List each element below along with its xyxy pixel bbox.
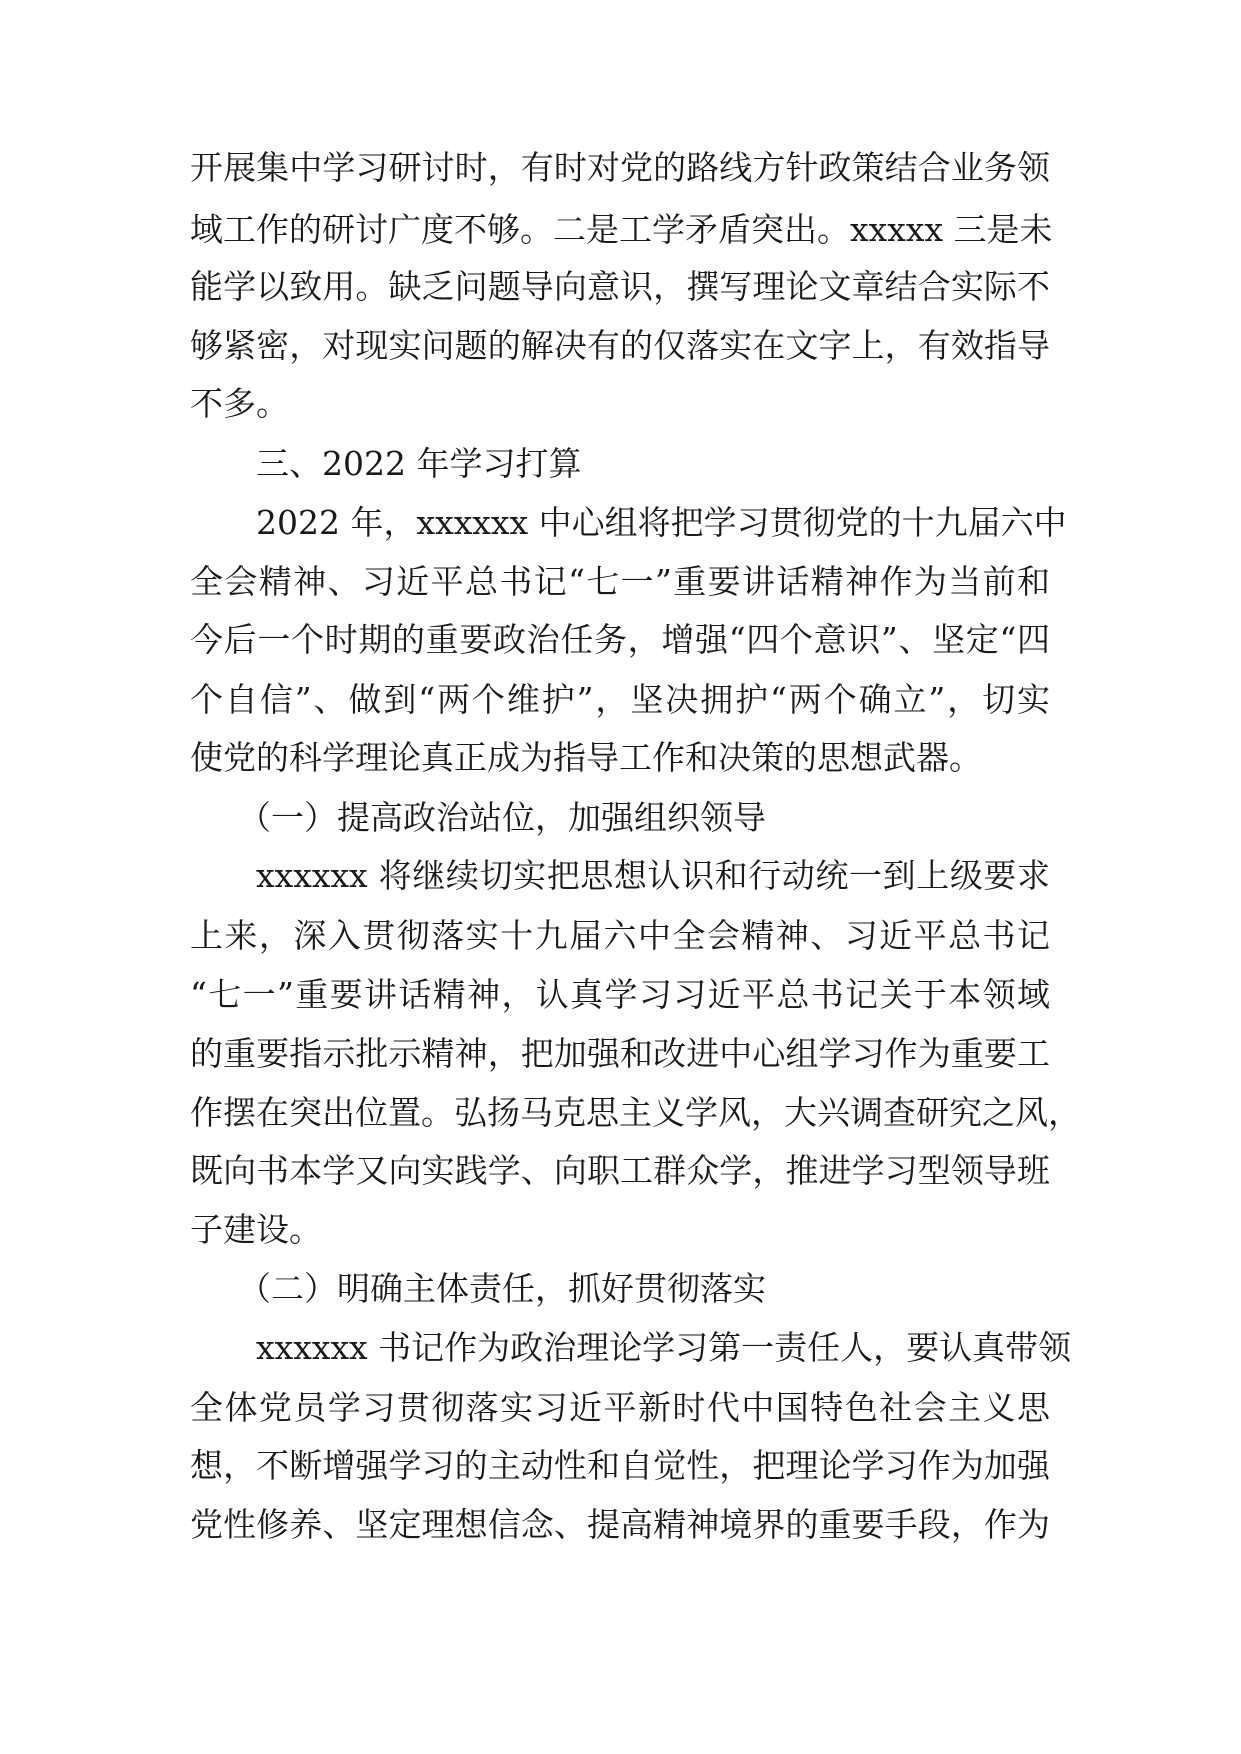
body-text-line: 子建设。 [190, 1210, 322, 1249]
body-text-line: 上来，深入贯彻落实十九届六中全会精神、习近平总书记 [190, 916, 1050, 955]
body-text-line: 个自信”、做到“两个维护”，坚决拥护“两个确立”，切实 [190, 680, 1050, 719]
body-text-line: 作摆在突出位置。弘扬马克思主义学风，大兴调查研究之风， [190, 1093, 1081, 1132]
body-text-line: 既向书本学又向实践学、向职工群众学，推进学习型领导班 [190, 1151, 1050, 1190]
body-text-line: 能学以致用。缺乏问题导向意识，撰写理论文章结合实际不 [190, 267, 1050, 306]
body-text-line: “七一”重要讲话精神，认真学习习近平总书记关于本领域 [190, 975, 1050, 1014]
body-text-line: xxxxxx 将继续切实把思想认识和行动统一到上级要求 [256, 856, 1050, 895]
section-heading: 三、2022 年学习打算 [256, 444, 582, 483]
body-text-line: xxxxxx 书记作为政治理论学习第一责任人，要认真带领 [256, 1328, 1072, 1367]
body-text-line: 够紧密，对现实问题的解决有的仅落实在文字上，有效指导 [190, 326, 1050, 365]
body-text-line: 开展集中学习研讨时，有时对党的路线方针政策结合业务领 [190, 148, 1050, 187]
body-text-line: 党性修养、坚定理想信念、提高精神境界的重要手段，作为 [190, 1505, 1050, 1544]
body-text-line: 的重要指示批示精神，把加强和改进中心组学习作为重要工 [190, 1034, 1050, 1073]
body-text-line: 想，不断增强学习的主动性和自觉性，把理论学习作为加强 [190, 1446, 1050, 1485]
body-text-line: 今后一个时期的重要政治任务，增强“四个意识”、坚定“四 [190, 620, 1050, 659]
subsection-heading: （一）提高政治站位，加强组织领导 [238, 798, 766, 837]
subsection-heading: （二）明确主体责任，抓好贯彻落实 [238, 1269, 766, 1308]
body-text-line: 全体党员学习贯彻落实习近平新时代中国特色社会主义思 [190, 1388, 1050, 1427]
body-text-line: 域工作的研讨广度不够。二是工学矛盾突出。xxxxx 三是未 [190, 210, 1053, 249]
body-text-line: 全会精神、习近平总书记“七一”重要讲话精神作为当前和 [190, 562, 1050, 601]
body-text-line: 2022 年，xxxxxx 中心组将把学习贯彻党的十九届六中 [256, 503, 1067, 542]
body-text-line: 使党的科学理论真正成为指导工作和决策的思想武器。 [190, 738, 982, 777]
body-text-line: 不多。 [190, 384, 289, 423]
